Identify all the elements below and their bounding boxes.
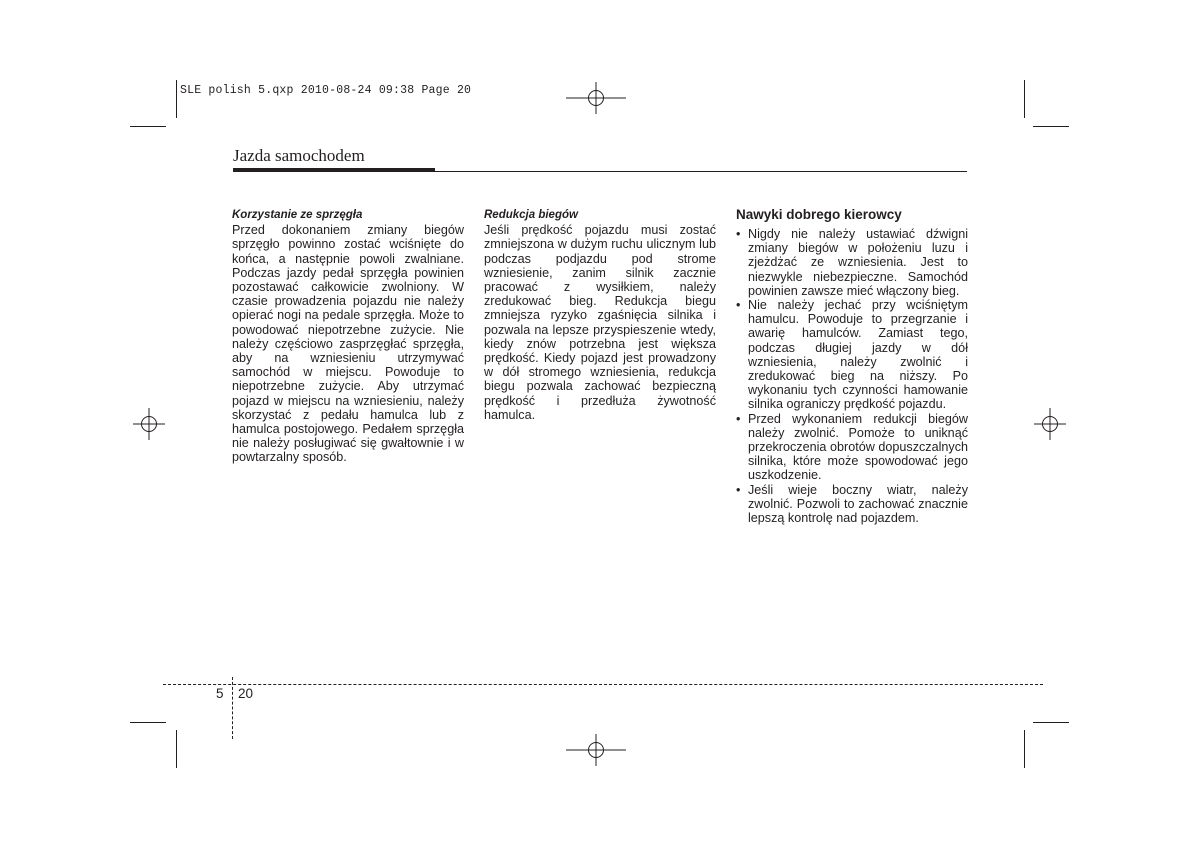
registration-mark-left-icon	[133, 408, 165, 440]
crop-mark-bottom-right-h	[1033, 722, 1069, 723]
list-item-text: Przed wykonaniem redukcji biegów należy zwolnić. Pomoże to uniknąć przekroczenia obrotów dopuszczalnych silnika, które może spowodować jego uszkodzenie.	[748, 411, 968, 483]
registration-mark-bottom-icon	[566, 734, 626, 766]
crop-mark-bottom-right-v	[1024, 730, 1025, 768]
crop-mark-top-right-h	[1033, 126, 1069, 127]
paragraph-downshift: Jeśli prędkość pojazdu musi zostać zmniejszona w dużym ruchu ulicznym lub podczas podjazdu pod strome wzniesienie, zanim silnik zacznie pracować z wysiłkiem, należy zredukować bieg. Redukcja biegu zmniejsza ryzyko zgaśnięcia silnika i pozwala na lepsze przyspieszenie wtedy, kiedy znów potrzebna jest większa prędkość. Kiedy pojazd jest prowadzony w dół stromego wzniesienia, redukcja biegu pozwala zachować bezpieczną prędkość i przedłuża żywotność hamulca.	[484, 223, 716, 422]
bullet-icon: •	[736, 227, 741, 241]
heading-good-habits: Nawyki dobrego kierowcy	[736, 207, 902, 222]
registration-mark-right-icon	[1034, 408, 1066, 440]
list-item-text: Jeśli wieje boczny wiatr, należy zwolnić. Pozwoli to zachować znacznie lepszą kontrolę nad pojazdem.	[748, 482, 968, 526]
bullet-icon: •	[736, 411, 741, 426]
column-middle	[484, 208, 716, 422]
registration-mark-top-icon	[566, 82, 626, 114]
crop-mark-top-left-h	[130, 126, 166, 127]
section-title: Jazda samochodem	[233, 146, 365, 165]
page-number: 20	[238, 686, 254, 701]
footer-dashed-rule	[163, 684, 1043, 685]
crop-mark-bottom-left-h	[130, 722, 166, 723]
paragraph-clutch: Przed dokonaniem zmiany biegów sprzęgło powinno zostać wciśnięte do końca, a następnie powoli zwalniane. Podczas jazdy pedał sprzęgła powinien pozostawać całkowicie zwolniony. W czasie prowadzenia pojazdu nie należy opierać nogi na pedale sprzęgła. Może to powodować niepotrzebne zużycie. Nie należy częściowo zasprzęgłać sprzęgła, aby na wzniesieniu utrzymywać samochód w miejscu. Powoduje to niepotrzebne zużycie. Aby utrzymać pojazd w miejscu na wzniesieniu, należy skorzystać z pedału hamulca lub z hamulca postojowego. Pedałem sprzęgła nie należy posługiwać się gwałtownie i w powtarzalny sposób.	[232, 223, 464, 465]
bullet-list	[736, 227, 968, 525]
column-right	[736, 207, 968, 525]
subheading-downshift: Redukcja biegów	[484, 209, 578, 221]
list-item	[736, 483, 968, 526]
list-item-text: Nie należy jechać przy wciśniętym hamulcu. Powoduje to przegrzanie i awarię hamulców. Zamiast tego, podczas długiej jazdy w dół wzniesienia, należy zwolnić i zredukować bieg na niższy. Po wykonaniu tych czynności hamowanie silnika ograniczy prędkość pojazdu.	[748, 298, 968, 412]
column-left	[232, 208, 464, 465]
crop-mark-bottom-left-v	[176, 730, 177, 768]
header-rule-accent	[233, 168, 435, 172]
bullet-icon: •	[736, 298, 741, 313]
crop-mark-top-right-v	[1024, 80, 1025, 118]
list-item	[736, 227, 968, 298]
bullet-icon: •	[736, 482, 741, 497]
print-slug: SLE polish 5.qxp 2010-08-24 09:38 Page 20	[180, 84, 472, 97]
chapter-number: 5	[216, 686, 224, 701]
list-item-text: Nigdy nie należy ustawiać dźwigni zmiany biegów w położeniu luzu i zjeżdżać ze wzniesienia. Jest to niezwykle niebezpieczne. Samochód powinien zawsze mieć włączony bieg.	[748, 227, 968, 298]
footer-dashed-divider	[232, 677, 233, 739]
list-item	[736, 412, 968, 483]
list-item	[736, 298, 968, 412]
subheading-clutch: Korzystanie ze sprzęgła	[232, 209, 363, 221]
crop-mark-top-left-v	[176, 80, 177, 118]
